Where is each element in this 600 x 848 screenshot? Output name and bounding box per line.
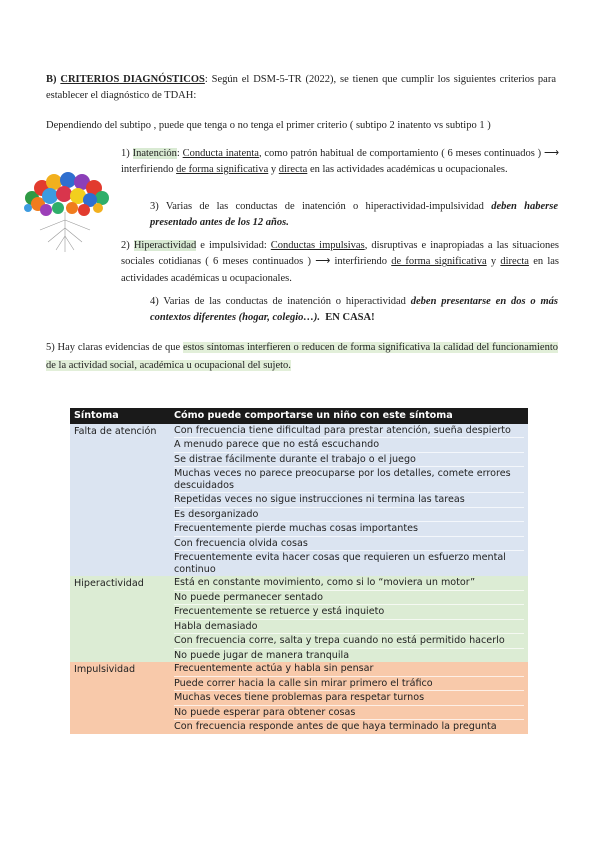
list-item: No puede permanecer sentado	[174, 591, 524, 606]
list-item: Frecuentemente se retuerce y está inquieto	[174, 605, 524, 620]
criterion-1: 1) Inatención: Conducta inatenta, como patrón habitual de comportamiento ( 6 meses continuados ) ⟶ interfiriendo de forma significativa y directa en las actividades académicas u ocupacionales.	[121, 148, 559, 176]
list-item: No puede jugar de manera tranquila	[174, 649, 350, 661]
criterion-2: 2) Hiperactividad e impulsividad: Conductas impulsivas, disruptivas e inapropiadas a las situaciones sociales cotidianas ( 6 meses continuados ) ⟶ interfiriendo de forma significativa y directa en las actividades académicas u ocupacionales.	[121, 240, 560, 284]
criterion-5: 5) Hay claras evidencias de que estos síntomas interfieren o reducen de forma significativa la calidad del funcionamiento de la actividad social, académica u ocupacional del sujeto.	[46, 342, 559, 372]
behavior-list	[174, 576, 524, 662]
criterion-4: 4) Varias de las conductas de inatención o hiperactividad deben presentarse en dos o más contextos diferentes (hogar, colegio…). EN CASA!	[150, 296, 558, 324]
list-item: No puede esperar para obtener cosas	[174, 706, 524, 721]
list-item: Con frecuencia corre, salta y trepa cuando no está permitido hacerlo	[174, 634, 524, 649]
section-letter: B)	[46, 74, 57, 85]
criterion-5-highlight: estos síntomas interfieren o reducen de forma significativa la calidad del funcionamiento de la actividad social, académica u ocupacional del sujeto.	[46, 342, 559, 372]
criteria-intro	[46, 72, 556, 105]
impulsive-behavior-term: Conductas impulsivas	[270, 240, 365, 251]
list-item: Repetidas veces no sigue instrucciones ni termina las tareas	[174, 493, 524, 508]
behavior-list	[174, 662, 524, 734]
list-item: Habla demasiado	[174, 620, 524, 635]
list-item: Es desorganizado	[174, 508, 524, 523]
list-item: Puede correr hacia la calle sin mirar primero el tráfico	[174, 677, 524, 692]
list-item: Muchas veces tiene problemas para respetar turnos	[174, 691, 524, 706]
list-item: Con frecuencia olvida cosas	[174, 537, 524, 552]
list-item: A menudo parece que no está escuchando	[174, 438, 524, 453]
header-behavior: Cómo puede comportarse un niño con este síntoma	[170, 408, 528, 424]
inattentive-behavior-term: Conducta inatenta	[182, 148, 259, 159]
intro-text: : Según el DSM-5-TR (2022), se tienen que cumplir los siguientes criterios para establecer el diagnóstico de TDAH:	[46, 74, 557, 102]
behavior-list	[174, 424, 524, 577]
symptom-table	[70, 408, 528, 734]
inattention-label: Inatención	[132, 148, 177, 159]
table-row-attention	[70, 424, 528, 577]
list-item: Frecuentemente pierde muchas cosas importantes	[174, 522, 524, 537]
colorful-brain-icon	[18, 168, 113, 254]
criterion-3: 3) Varias de las conductas de inatención o hiperactividad-impulsividad deben haberse presentado antes de los 12 años.	[150, 201, 559, 229]
list-item: Está en constante movimiento, como si lo “moviera un motor”	[174, 576, 524, 591]
list-item: Con frecuencia responde antes de que haya terminado la pregunta	[174, 721, 497, 732]
table-header	[70, 408, 528, 424]
section-heading: CRITERIOS DIAGNÓSTICOS	[60, 74, 205, 85]
table-row-hyperactivity	[70, 576, 528, 662]
table-row-impulsivity	[70, 662, 528, 734]
list-item: Con frecuencia tiene dificultad para prestar atención, sueña despierto	[174, 424, 524, 439]
symptom-name: Impulsividad	[70, 662, 170, 734]
list-item: Muchas veces no parece preocuparse por los detalles, comete errores descuidados	[174, 467, 524, 493]
symptom-name: Falta de atención	[70, 424, 170, 577]
subtype-note: Dependiendo del subtipo , puede que tenga o no tenga el primer criterio ( subtipo 2 inatento vs subtipo 1 )	[46, 120, 491, 131]
list-item: Se distrae fácilmente durante el trabajo o el juego	[174, 453, 524, 468]
list-item: Frecuentemente actúa y habla sin pensar	[174, 662, 524, 677]
hyperactivity-label: Hiperactividad	[133, 240, 197, 251]
symptom-name: Hiperactividad	[70, 576, 170, 662]
list-item: Frecuentemente evita hacer cosas que requieren un esfuerzo mental continuo	[174, 552, 506, 575]
header-symptom: Síntoma	[70, 408, 170, 424]
